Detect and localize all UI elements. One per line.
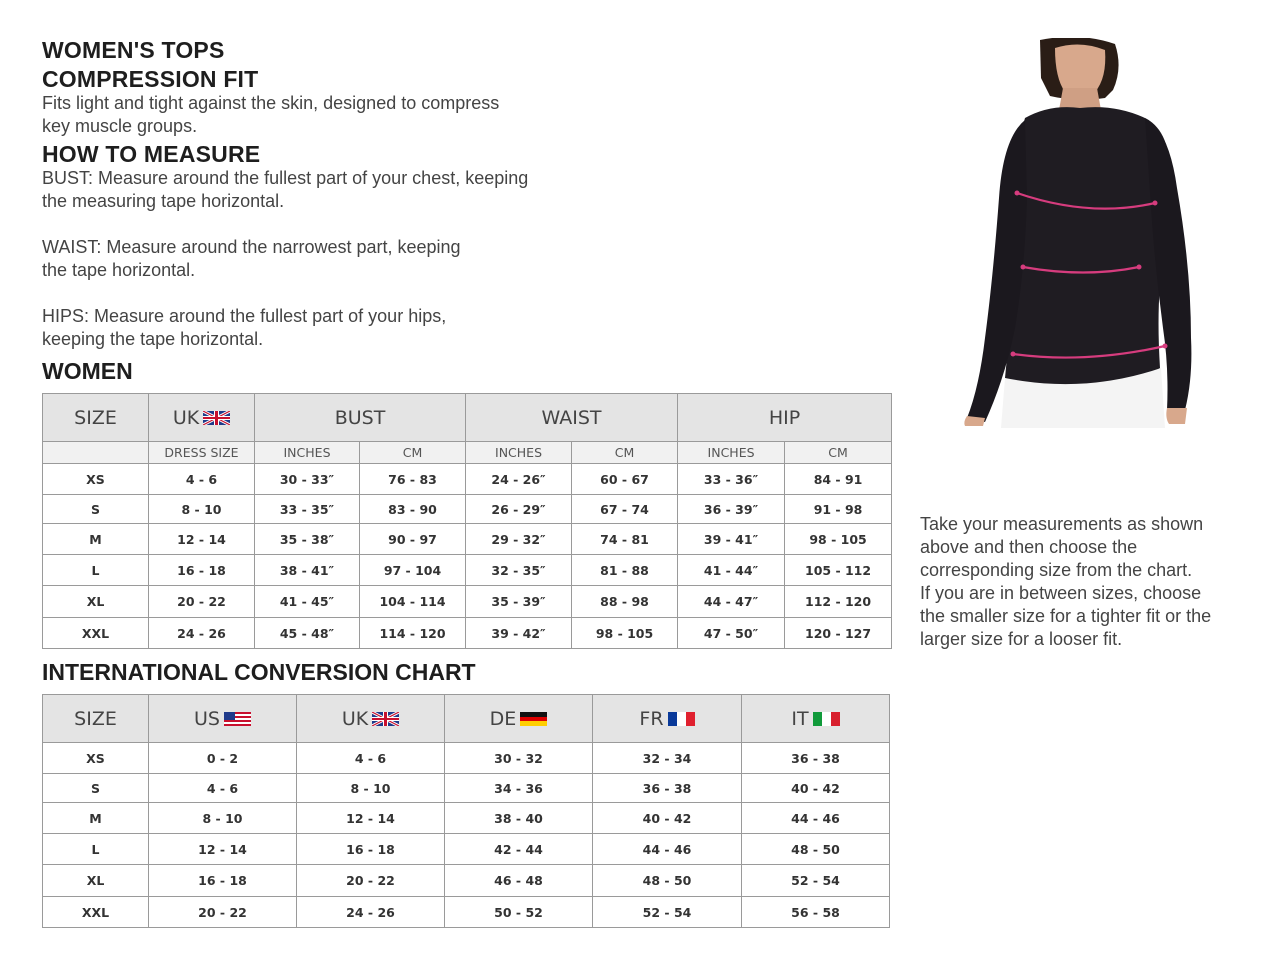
table-cell: 39 - 41″ <box>678 524 785 555</box>
subheader-cell: INCHES <box>466 442 572 464</box>
conv-header-us-label: US <box>194 707 220 730</box>
women-size-table <box>42 393 892 649</box>
table-row <box>43 897 890 928</box>
table-cell: 4 - 6 <box>297 743 445 774</box>
table-cell: 20 - 22 <box>297 865 445 897</box>
women-subheader-row <box>43 442 892 464</box>
right-hand <box>1166 408 1187 424</box>
table-cell: 44 - 46 <box>742 803 890 834</box>
table-cell: 35 - 38″ <box>255 524 360 555</box>
fit-description-1: Fits light and tight against the skin, designed to compress <box>42 93 500 113</box>
waist-measure-point <box>1137 265 1142 270</box>
hips-instruction-1: HIPS: Measure around the fullest part of your hips, <box>42 306 447 326</box>
table-cell: 41 - 44″ <box>678 555 785 586</box>
table-cell: 36 - 38 <box>593 774 742 803</box>
table-cell: 38 - 41″ <box>255 555 360 586</box>
size-label-cell: M <box>43 803 149 834</box>
table-cell: 88 - 98 <box>572 586 678 618</box>
table-cell: 41 - 45″ <box>255 586 360 618</box>
table-cell: 45 - 48″ <box>255 618 360 649</box>
conversion-table <box>42 694 890 928</box>
table-cell: 30 - 33″ <box>255 464 360 495</box>
table-cell: 24 - 26 <box>297 897 445 928</box>
header-waist: WAIST <box>466 394 678 442</box>
conv-header-uk-label: UK <box>341 707 369 730</box>
table-cell: 52 - 54 <box>593 897 742 928</box>
conversion-table-title: INTERNATIONAL CONVERSION CHART <box>42 659 476 685</box>
note-line-5: the smaller size for a tighter fit or the <box>920 606 1212 626</box>
table-cell: 4 - 6 <box>149 464 255 495</box>
table-cell: 32 - 35″ <box>466 555 572 586</box>
table-cell: 52 - 54 <box>742 865 890 897</box>
table-cell: 114 - 120 <box>360 618 466 649</box>
table-row <box>43 743 890 774</box>
model-shirt-illustration <box>955 38 1205 428</box>
table-row <box>43 555 892 586</box>
table-cell: 0 - 2 <box>149 743 297 774</box>
hip-measure-point <box>1163 344 1168 349</box>
table-cell: 24 - 26″ <box>466 464 572 495</box>
table-cell: 98 - 105 <box>785 524 892 555</box>
table-cell: 29 - 32″ <box>466 524 572 555</box>
uk-flag-icon <box>203 411 230 425</box>
table-cell: 16 - 18 <box>297 834 445 865</box>
table-row <box>43 524 892 555</box>
subheader-cell: CM <box>572 442 678 464</box>
table-cell: 44 - 47″ <box>678 586 785 618</box>
subheader-cell: CM <box>360 442 466 464</box>
table-row <box>43 834 890 865</box>
bust-instruction-1: BUST: Measure around the fullest part of your chest, keeping <box>42 168 529 188</box>
size-label-cell: XS <box>43 464 149 495</box>
table-cell: 8 - 10 <box>149 495 255 524</box>
bust-measure-point <box>1015 191 1020 196</box>
conv-header-it <box>742 695 890 743</box>
table-cell: 12 - 14 <box>149 834 297 865</box>
hips-instruction-2: keeping the tape horizontal. <box>42 329 264 349</box>
table-cell: 12 - 14 <box>297 803 445 834</box>
table-cell: 120 - 127 <box>785 618 892 649</box>
title-line-1: WOMEN'S TOPS <box>42 37 225 63</box>
subheader-cell: CM <box>785 442 892 464</box>
table-cell: 33 - 35″ <box>255 495 360 524</box>
uk-flag-icon <box>372 712 399 726</box>
size-label-cell: L <box>43 834 149 865</box>
de-flag-icon <box>520 712 547 726</box>
size-label-cell: XL <box>43 586 149 618</box>
conv-header-de <box>445 695 593 743</box>
table-cell: 30 - 32 <box>445 743 593 774</box>
table-cell: 40 - 42 <box>593 803 742 834</box>
bust-instruction-2: the measuring tape horizontal. <box>42 191 285 211</box>
conv-header-us <box>149 695 297 743</box>
fr-flag-icon <box>668 712 695 726</box>
table-cell: 24 - 26 <box>149 618 255 649</box>
conv-header-fr-label: FR <box>639 707 664 730</box>
women-header-row <box>43 394 892 442</box>
note-line-3: corresponding size from the chart. <box>920 560 1193 580</box>
size-label-cell: XL <box>43 865 149 897</box>
table-cell: 8 - 10 <box>149 803 297 834</box>
table-cell: 84 - 91 <box>785 464 892 495</box>
waist-instruction-1: WAIST: Measure around the narrowest part, keeping <box>42 237 461 257</box>
conv-header-it-label: IT <box>791 707 809 730</box>
it-flag-icon <box>813 712 840 726</box>
header-size: SIZE <box>43 394 149 442</box>
table-cell: 60 - 67 <box>572 464 678 495</box>
table-cell: 47 - 50″ <box>678 618 785 649</box>
table-cell: 112 - 120 <box>785 586 892 618</box>
size-label-cell: S <box>43 495 149 524</box>
table-cell: 34 - 36 <box>445 774 593 803</box>
table-cell: 39 - 42″ <box>466 618 572 649</box>
table-row <box>43 774 890 803</box>
table-row <box>43 618 892 649</box>
header-uk-label: UK <box>172 406 200 429</box>
table-cell: 104 - 114 <box>360 586 466 618</box>
table-cell: 26 - 29″ <box>466 495 572 524</box>
table-cell: 8 - 10 <box>297 774 445 803</box>
table-cell: 35 - 39″ <box>466 586 572 618</box>
title-line-2: COMPRESSION FIT <box>42 66 259 92</box>
table-cell: 36 - 38 <box>742 743 890 774</box>
note-line-4: If you are in between sizes, choose <box>920 583 1202 603</box>
size-label-cell: XXL <box>43 897 149 928</box>
header-bust: BUST <box>255 394 466 442</box>
table-cell: 56 - 58 <box>742 897 890 928</box>
table-cell: 16 - 18 <box>149 555 255 586</box>
table-row <box>43 464 892 495</box>
table-cell: 44 - 46 <box>593 834 742 865</box>
conv-header-de-label: DE <box>489 707 517 730</box>
conv-header-fr <box>593 695 742 743</box>
table-cell: 67 - 74 <box>572 495 678 524</box>
table-cell: 74 - 81 <box>572 524 678 555</box>
subheader-cell: DRESS SIZE <box>149 442 255 464</box>
table-cell: 91 - 98 <box>785 495 892 524</box>
size-label-cell: XS <box>43 743 149 774</box>
table-cell: 12 - 14 <box>149 524 255 555</box>
conv-header-uk <box>297 695 445 743</box>
table-cell: 33 - 36″ <box>678 464 785 495</box>
table-row <box>43 803 890 834</box>
table-cell: 98 - 105 <box>572 618 678 649</box>
conv-header-size: SIZE <box>43 695 149 743</box>
conversion-header-row <box>43 695 890 743</box>
bust-measure-point <box>1153 201 1158 206</box>
table-cell: 20 - 22 <box>149 586 255 618</box>
table-cell: 105 - 112 <box>785 555 892 586</box>
table-cell: 81 - 88 <box>572 555 678 586</box>
table-cell: 42 - 44 <box>445 834 593 865</box>
table-row <box>43 495 892 524</box>
table-cell: 46 - 48 <box>445 865 593 897</box>
waist-instruction-2: the tape horizontal. <box>42 260 196 280</box>
neck-shape <box>1059 88 1101 110</box>
table-cell: 36 - 39″ <box>678 495 785 524</box>
how-to-measure-title: HOW TO MEASURE <box>42 141 261 167</box>
note-line-1: Take your measurements as shown <box>920 514 1204 534</box>
us-flag-icon <box>224 712 251 726</box>
fit-description-2: key muscle groups. <box>42 116 198 136</box>
women-table-title: WOMEN <box>42 358 133 384</box>
waist-measure-point <box>1021 265 1026 270</box>
table-cell: 16 - 18 <box>149 865 297 897</box>
subheader-cell: INCHES <box>255 442 360 464</box>
table-cell: 83 - 90 <box>360 495 466 524</box>
table-cell: 4 - 6 <box>149 774 297 803</box>
subheader-cell <box>43 442 149 464</box>
size-label-cell: L <box>43 555 149 586</box>
table-row <box>43 586 892 618</box>
subheader-cell: INCHES <box>678 442 785 464</box>
table-row <box>43 865 890 897</box>
shirt-torso <box>1005 107 1169 390</box>
table-cell: 40 - 42 <box>742 774 890 803</box>
table-cell: 20 - 22 <box>149 897 297 928</box>
table-cell: 48 - 50 <box>593 865 742 897</box>
table-cell: 38 - 40 <box>445 803 593 834</box>
table-cell: 32 - 34 <box>593 743 742 774</box>
header-hip: HIP <box>678 394 892 442</box>
hip-measure-point <box>1011 352 1016 357</box>
header-uk <box>149 394 255 442</box>
table-cell: 48 - 50 <box>742 834 890 865</box>
size-label-cell: M <box>43 524 149 555</box>
note-line-6: larger size for a looser fit. <box>920 629 1123 649</box>
table-cell: 97 - 104 <box>360 555 466 586</box>
table-cell: 76 - 83 <box>360 464 466 495</box>
table-cell: 50 - 52 <box>445 897 593 928</box>
size-label-cell: XXL <box>43 618 149 649</box>
note-line-2: above and then choose the <box>920 537 1138 557</box>
table-cell: 90 - 97 <box>360 524 466 555</box>
size-label-cell: S <box>43 774 149 803</box>
